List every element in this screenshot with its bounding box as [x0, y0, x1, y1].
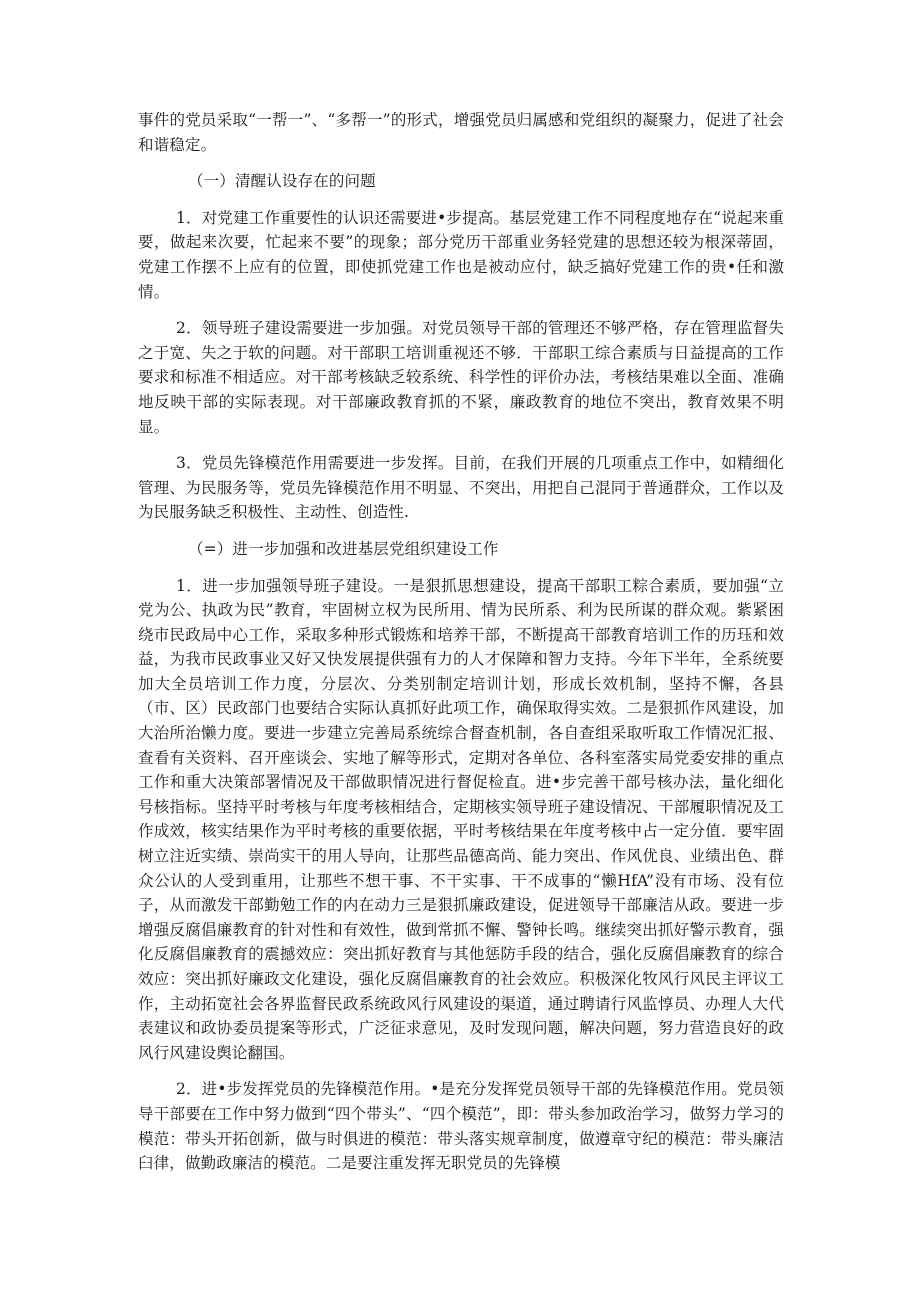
- paragraph-2-2: 2．进•步发挥党员的先锋模范作用。•是充分发挥党员领导干部的先锋模范作用。党员领导干部要在工作中努力做到“四个带头”、“四个模范”，即：带头参加政治学习，做努力学习的模范：带头开拓创新，做与时俱进的模范：带头落实规章制度，做遵章守纪的模范：带头廉洁臼律，做勤政廉洁的模范。二是要注重发挥无职党员的先锋模: [138, 1080, 784, 1173]
- document-body: [138, 108, 784, 1188]
- continuation-paragraph: 事件的党员采取“一帮一”、“多帮一”的形式，增强党员归属感和党组织的凝聚力，促进了社会和谐稳定。: [138, 111, 784, 154]
- paragraph-1-2: 2．领导班子建设需要进一步加强。对党员领导干部的管理还不够严格，存在管理监督失之于宽、失之于软的问题。对干部职工培训重视还不够．干部职工综合素质与日益提高的工作要求和标准不相适应。对干部考核缺乏较系统、科学性的评价办法，考核结果难以全面、准确地反映干部的实际表现。对干部廉政教育抓的不紧，廉政教育的地位不突出，教育效果不明显。: [138, 319, 784, 436]
- section-heading-2: （=）进一步加强和改进基层党组织建设工作: [188, 539, 499, 558]
- section-heading-1: （一）清醒认设存在的问题: [188, 172, 376, 191]
- paragraph-2-1: 1．进一步加强领导班子建设。一是狠抓思想建设，提高干部职工粽合素质，要加强“立党为公、执政为民”教育，牢固树立权为民所用、情为民所系、利为民所谋的群众观。紫紧困绕市民政局中心工作，采取多种形式锻炼和培养干部，不断提高干部教育培训工作的历珏和效益，为我市民政事业又好又快发展提供强有力的人才保障和智力支持。今年下半年，全系统要加大全员培训工作力度，分层次、分类别制定培训计划，形成长效机制，坚持不懈，各县（市、区）民政部门也要结合实际认真抓好此项工作，确保取得实效。二是狠抓作风建设，加大治所治懒力度。要进一步建立完善局系统综合督查机制，各自查组采取听取工作情况汇报、查看有关资料、召开座谈会、实地了解等形式，定期对各单位、各科室落实局党委安排的重点工作和重大决策部署情况及干部做职情况进行督促检直。进•步完善干部号核办法，量化细化号核指标。坚持平时考核与年度考核相结合，定期核实领导班子建设情况、干部履职情况及工作成效，核实结果作为平时考核的重要依据，平时考核结果在年度考核中占一定分值．要牢固树立注近实绩、崇尚实干的用人导向，让那些品德高尚、能力突出、作风优良、业绩出色、群众公认的人受到重用，让那些不想干事、不干实事、干不成事的“懒HfA”没有市场、没有位子，从而激发干部勤勉工作的内在动力三是狠抓廉政建设，促进领导干部廉洁从政。要进一步增强反腐倡廉教育的针对性和有效性，做到常抓不懈、警钟长鸣。继续突出抓好警示教育，强化反腐倡廉教育的震撼效应：突出抓好教育与其他惩防手段的结合，强化反腐倡廉教育的综合效应：突出抓好廉政文化建设，强化反腐倡廉教育的社会效应。积极深化牧风行风民主评议工作，主动拓宽社会各界监督民政系统政风行风建设的渠道，通过聘请行风监惇员、办理人大代表建议和政协委员提案等形式，广泛征求意见，及时发现问题，解决问题，努力营造良好的政风行风建设舆论翻国。: [138, 576, 784, 1062]
- paragraph-1-3: 3．党员先锋模范作用需要进一步发挥。目前，在我们开展的几项重点工作中，如精细化管理、为民服务等，党员先锋模范作用不明显、不突出，用把自己混同于普通群众，工作以及为民服务缺乏积极性、主动性、创造性.: [138, 454, 784, 522]
- paragraph-1-1: 1．对党建工作重要性的认识还需要进•步提高。基层党建工作不同程度地存在“说起来重要，做起来次要，忙起来不要”的现象；部分党历干部重业务轻党建的思想还较为根深蒂固，党建工作摆不上应有的位置，即使抓党建工作也是被动应付，缺乏搞好党建工作的贵•任和激情。: [138, 208, 784, 301]
